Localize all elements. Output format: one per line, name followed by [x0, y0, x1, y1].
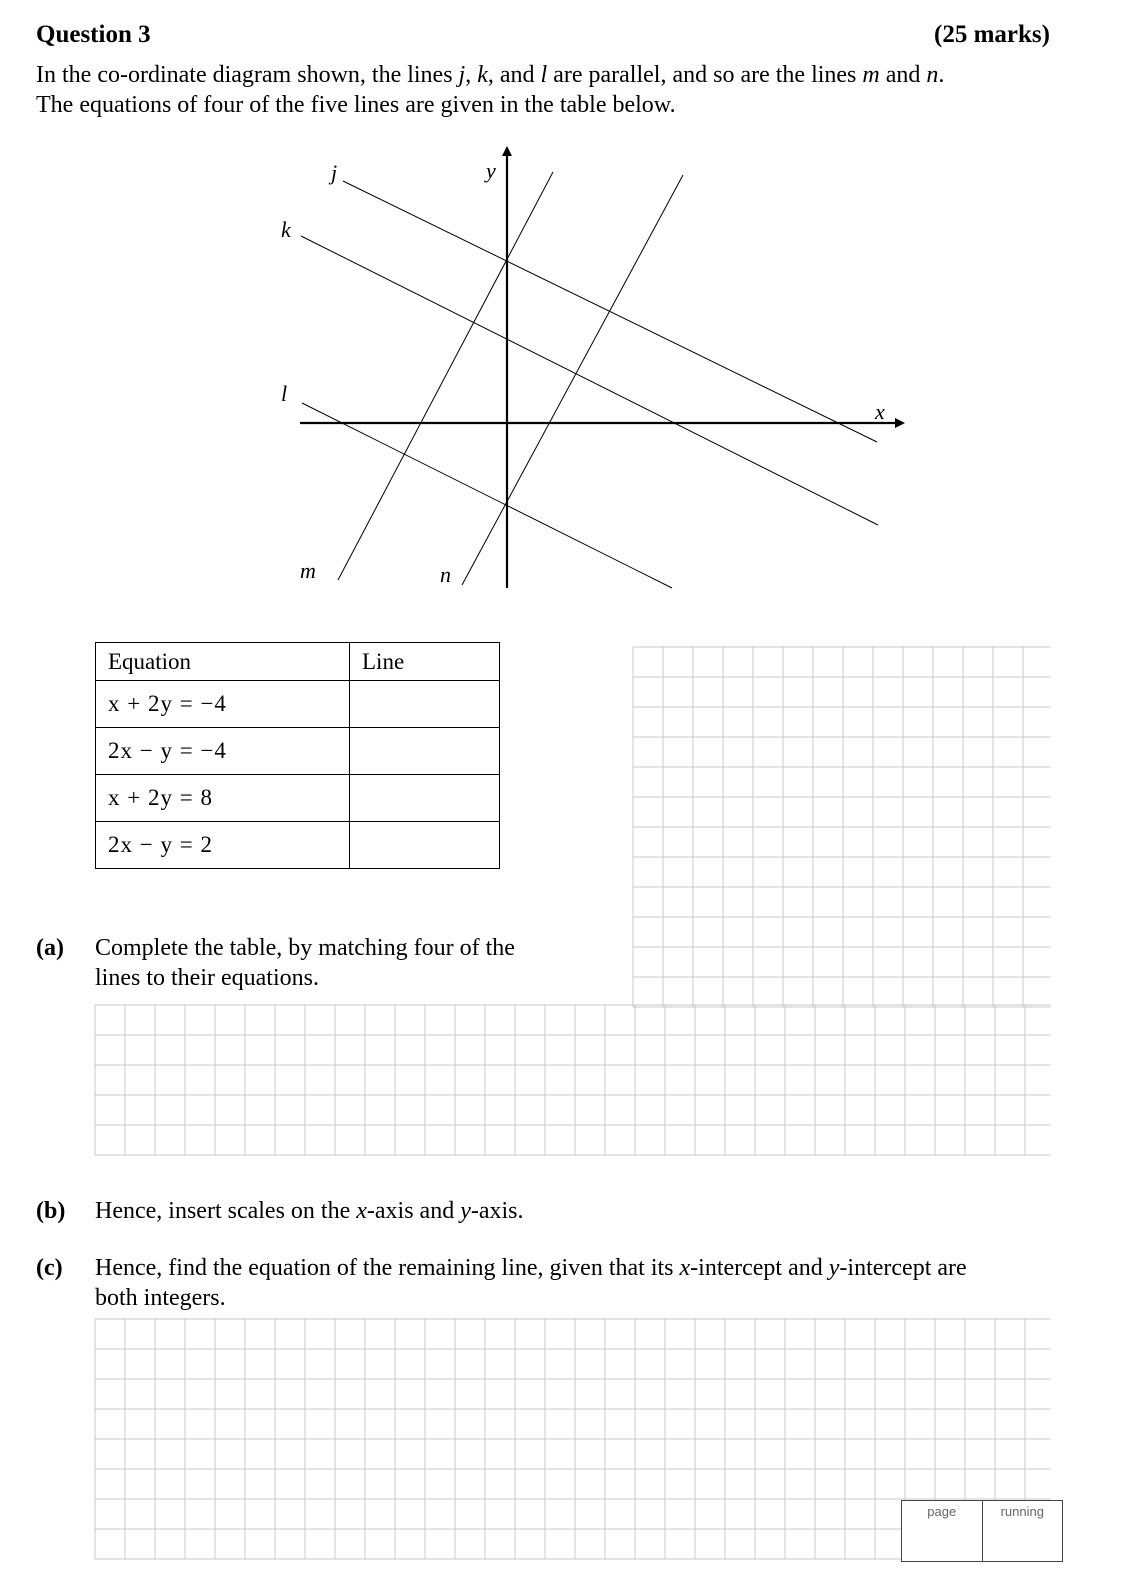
part-c-text-c: -intercept are — [839, 1255, 967, 1281]
table-row — [96, 775, 500, 822]
table-header-row — [96, 643, 500, 681]
label-line-k: k — [281, 217, 291, 242]
label-line-m: m — [300, 558, 316, 583]
part-c-label: (c) — [36, 1255, 63, 1281]
page-box: page — [927, 1504, 957, 1519]
page-running-box — [901, 1500, 1063, 1562]
intro-line-2: The equations of four of the five lines are given in the table below. — [36, 92, 676, 118]
part-c-text-2: both integers. — [95, 1285, 226, 1311]
part-a-label: (a) — [36, 935, 64, 961]
line-l — [302, 403, 672, 588]
intro-var-l: l — [540, 62, 548, 88]
part-c-var-x: x — [679, 1255, 691, 1281]
table-row — [96, 822, 500, 869]
part-b-label: (b) — [36, 1198, 66, 1224]
question-marks: (25 marks) — [934, 21, 1050, 48]
intro-var-j: j — [458, 62, 466, 88]
equation-cell: x + 2y = 8 — [96, 775, 350, 822]
label-line-n: n — [440, 562, 451, 587]
running-box: running — [982, 1501, 1063, 1561]
intro-sep: , and — [487, 62, 541, 88]
intro-text: are parallel, and so are the lines — [547, 62, 863, 88]
part-b-text — [95, 1196, 524, 1226]
part-b-text-b: -axis and — [366, 1198, 461, 1224]
line-m — [338, 172, 553, 580]
intro-text: and — [879, 62, 927, 88]
line-answer-cell[interactable] — [350, 775, 500, 822]
line-answer-cell[interactable] — [350, 728, 500, 775]
header-equation: Equation — [96, 643, 350, 681]
label-line-l: l — [281, 381, 288, 406]
equation-cell: x + 2y = −4 — [96, 681, 350, 728]
equation-table — [95, 642, 500, 869]
label-line-j: j — [331, 160, 338, 185]
coordinate-diagram — [0, 0, 1138, 620]
part-a-text-2: lines to their equations. — [95, 965, 319, 991]
table-row — [96, 728, 500, 775]
question-title: Question 3 — [36, 21, 151, 48]
part-b-text-a: Hence, insert scales on the — [95, 1198, 357, 1224]
part-b-text-c: -axis. — [470, 1198, 524, 1224]
line-answer-cell[interactable] — [350, 822, 500, 869]
intro-sep: , — [465, 62, 478, 88]
part-b-var-y: y — [460, 1198, 471, 1224]
label-y-axis: y — [486, 158, 496, 183]
table-row — [96, 681, 500, 728]
label-x-axis: x — [875, 399, 885, 424]
part-c-text-b: -intercept and — [690, 1255, 829, 1281]
intro-text: . — [938, 62, 945, 88]
part-c-text-a: Hence, find the equation of the remaining line, given that its — [95, 1255, 680, 1281]
intro-var-k: k — [477, 62, 488, 88]
equation-cell: 2x − y = 2 — [96, 822, 350, 869]
equation-cell: 2x − y = −4 — [96, 728, 350, 775]
line-k — [301, 236, 878, 525]
header-line: Line — [350, 643, 500, 681]
line-answer-cell[interactable] — [350, 681, 500, 728]
part-c-var-y: y — [828, 1255, 840, 1281]
line-j — [343, 181, 877, 442]
line-n — [462, 175, 683, 585]
intro-var-n: n — [926, 62, 939, 88]
intro-var-m: m — [862, 62, 880, 88]
intro-text: In the co-ordinate diagram shown, the lines — [36, 62, 459, 88]
part-c-text-1 — [95, 1253, 967, 1283]
part-a-text-1: Complete the table, by matching four of the — [95, 935, 515, 961]
part-b-var-x: x — [356, 1198, 367, 1224]
